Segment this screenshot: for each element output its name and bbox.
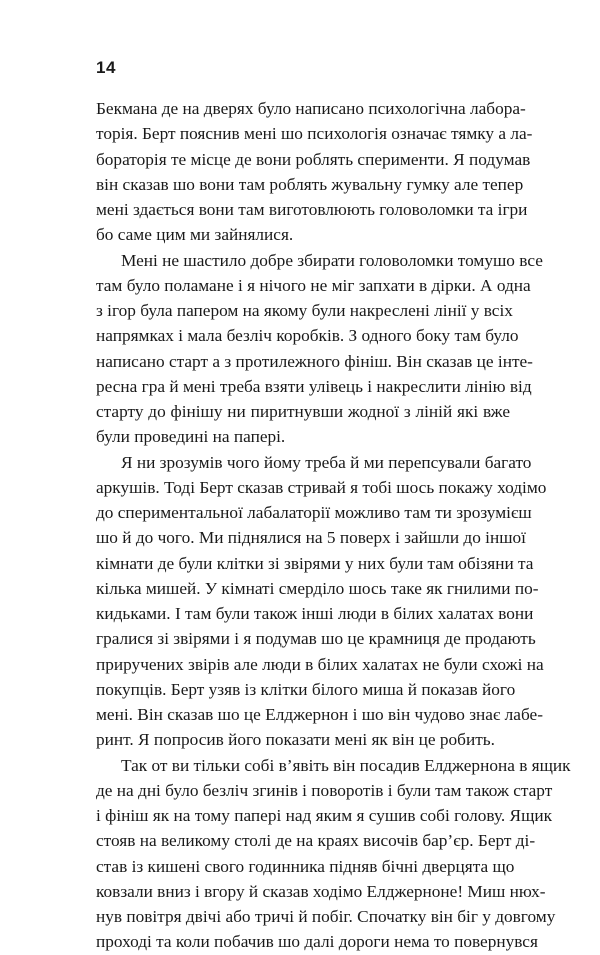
text-line: аркушів. Тоді Берт сказав стривай я тобі шось покажу ходімо [96,477,547,497]
text-line: проході та коли побачив шо далі дороги нема то повернувся [96,932,538,952]
text-line: Так от ви тільки собі в’явіть він посадив Елджернона в ящик [121,755,571,775]
text-line: бораторія те місце де вони роблять сперименти. Я подумав [96,149,531,169]
text-line: і фініш як на тому папері над яким я сушив собі голову. Ящик [96,806,553,825]
text-line: кілька мишей. У кімнаті смердiло шось таке як гнилими по- [96,578,539,598]
page-number: 14 [96,58,116,77]
text-line: приручених звірів але люди в білих халатах не були схожі на [96,654,544,674]
text-line: ринт. Я попросив його показати мені як він це робить. [96,730,495,750]
text-line: напрямках і мала безліч коробків. З одного боку там було [96,326,519,346]
paragraph [96,753,571,955]
text-line: торія. Берт пояснив мені шо психологія означає тямку а ла- [96,124,533,144]
paragraph [96,450,547,753]
text-line: бо саме цим ми зайнялися. [96,225,294,245]
text-line: кімнати де були клітки зі звірями у них були там обізяни та [96,553,534,573]
text-line: написано старт а з протилежного фініш. Він сказав це інте- [96,351,533,371]
text-line: мені. Він сказав шо це Елджернон і шо він чудово знає лабе- [96,705,543,724]
text-line: там було поламане і я нічого не міг запхати в дірки. А одна [96,275,531,295]
text-line: нув повітря двічі або тричі й побіг. Спочатку він біг у довгому [96,907,556,926]
text-line: Бекмана де на дверях було написано психологічна лабора- [96,99,526,118]
text-line: шо й до чого. Ми піднялися на 5 поверх і зайшли до іншої [96,528,526,548]
text-line: ковзали вниз і вгору й сказав ходімо Елджерноне! Миш нюх- [96,881,546,901]
text-line: він сказав шо вони там роблять жувальну гумку але тепер [96,174,524,194]
text-line: покупців. Берт узяв із клітки білого миша й показав його [96,679,516,699]
text-line: кидьками. І там були також інші люди в білих халатах вони [96,604,534,623]
text-line: старту до фінішу ни пиритнувши жодної з ліній які вже [96,402,510,421]
paragraph [96,248,543,450]
text-line: з ігор була папером на якому були накреслені лінії у всіх [96,301,513,320]
text-line: до спериментальної лабалаторії можливо там ти зрозумієш [96,503,532,522]
text-line: були проведині на папері. [96,427,286,447]
text-line: гралися зі звірями і я подумав шо це крамниця де продають [96,629,536,649]
text-line: ресна гра й мені треба взяти улівець і накреслити лінію від [96,376,532,396]
text-line: мені здається вони там виготовлюють головоломки та ігри [96,200,528,219]
paragraph [96,96,533,248]
text-line: Мені не шастило добре збирати головоломки томушо все [121,250,543,270]
body-text [96,96,571,955]
text-line: став із кишені свого годинника підняв бічні дверцята що [96,856,515,876]
text-line: Я ни зрозумів чого йому треба й ми перепсували багато [121,452,532,472]
text-line: де на дні було безліч згинів і поворотів і були там також старт [96,780,553,800]
text-line: стояв на великому столі де на краях височів бар’єр. Берт ді- [96,831,536,851]
